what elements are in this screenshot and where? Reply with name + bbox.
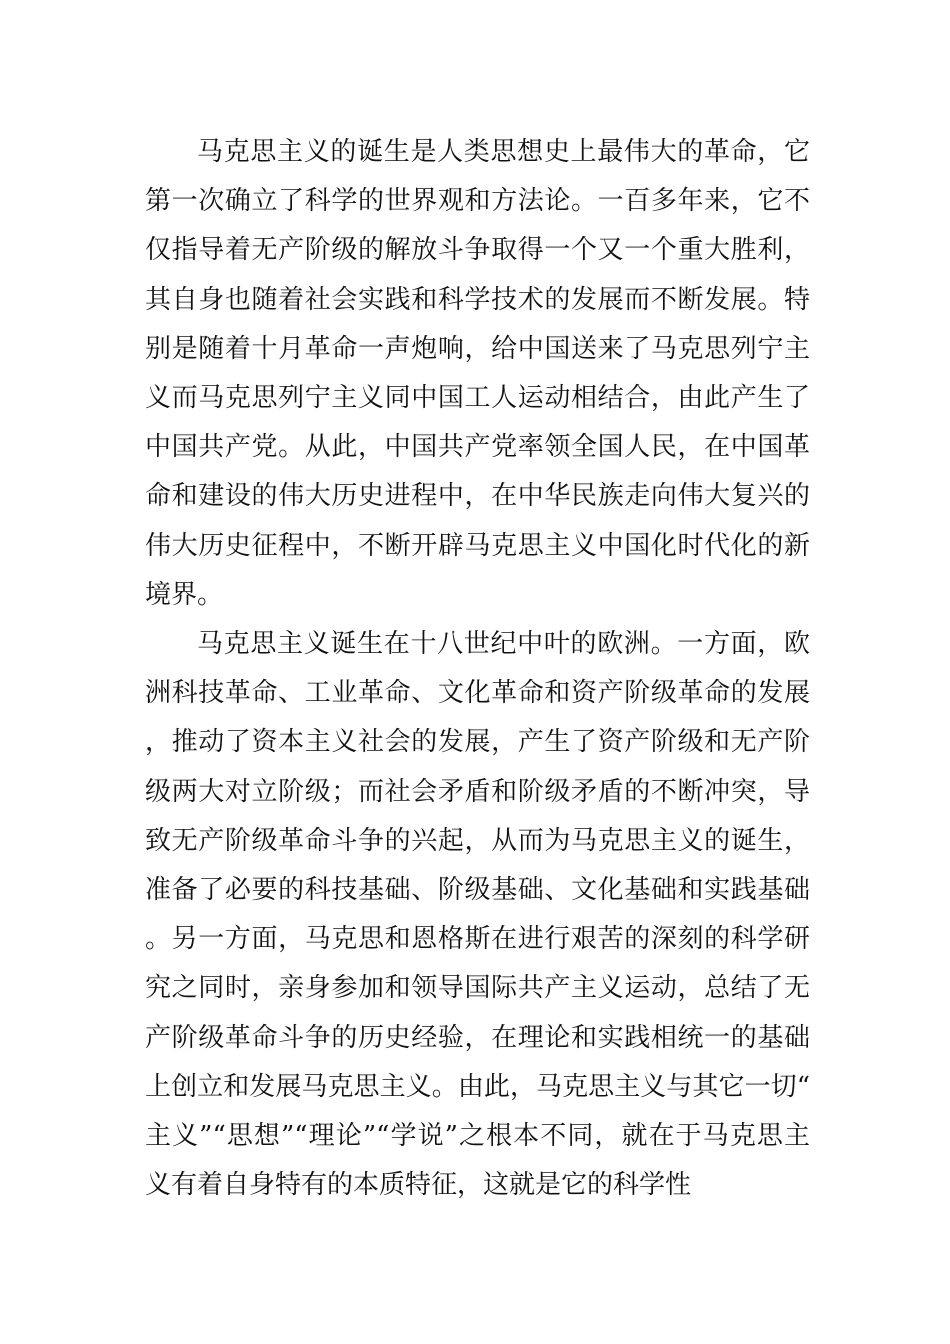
- paragraph-1: 马克思主义的诞生是人类思想史上最伟大的革命，它第一次确立了科学的世界观和方法论。一百多年来，它不仅指导着无产阶级的解放斗争取得一个又一个重大胜利，其自身也随着社会实践和科学技术的发展而不断发展。特别是随着十月革命一声炮响，给中国送来了马克思列宁主义而马克思列宁主义同中国工人运动相结合，由此产生了中国共产党。从此，中国共产党率领全国人民，在中国革命和建设的伟大历史进程中，在中华民族走向伟大复兴的伟大历史征程中，不断开辟马克思主义中国化时代化的新境界。: [145, 137, 810, 610]
- paragraph-2: 马克思主义诞生在十八世纪中叶的欧洲。一方面，欧洲科技革命、工业革命、文化革命和资产阶级革命的发展，推动了资本主义社会的发展，产生了资产阶级和无产阶级两大对立阶级；而社会矛盾和阶级矛盾的不断冲突，导致无产阶级革命斗争的兴起，从而为马克思主义的诞生，准备了必要的科技基础、阶级基础、文化基础和实践基础。另一方面，马克思和恩格斯在进行艰苦的深刻的科学研究之同时，亲身参加和领导国际共产主义运动，总结了无产阶级革命斗争的历史经验，在理论和实践相统一的基础上创立和发展马克思主义。由此，马克思主义与其它一切“主义”“思想”“理论”“学说”之根本不同，就在于马克思主义有着自身特有的本质特征，这就是它的科学性: [145, 629, 810, 1201]
- document-body: [145, 128, 810, 1210]
